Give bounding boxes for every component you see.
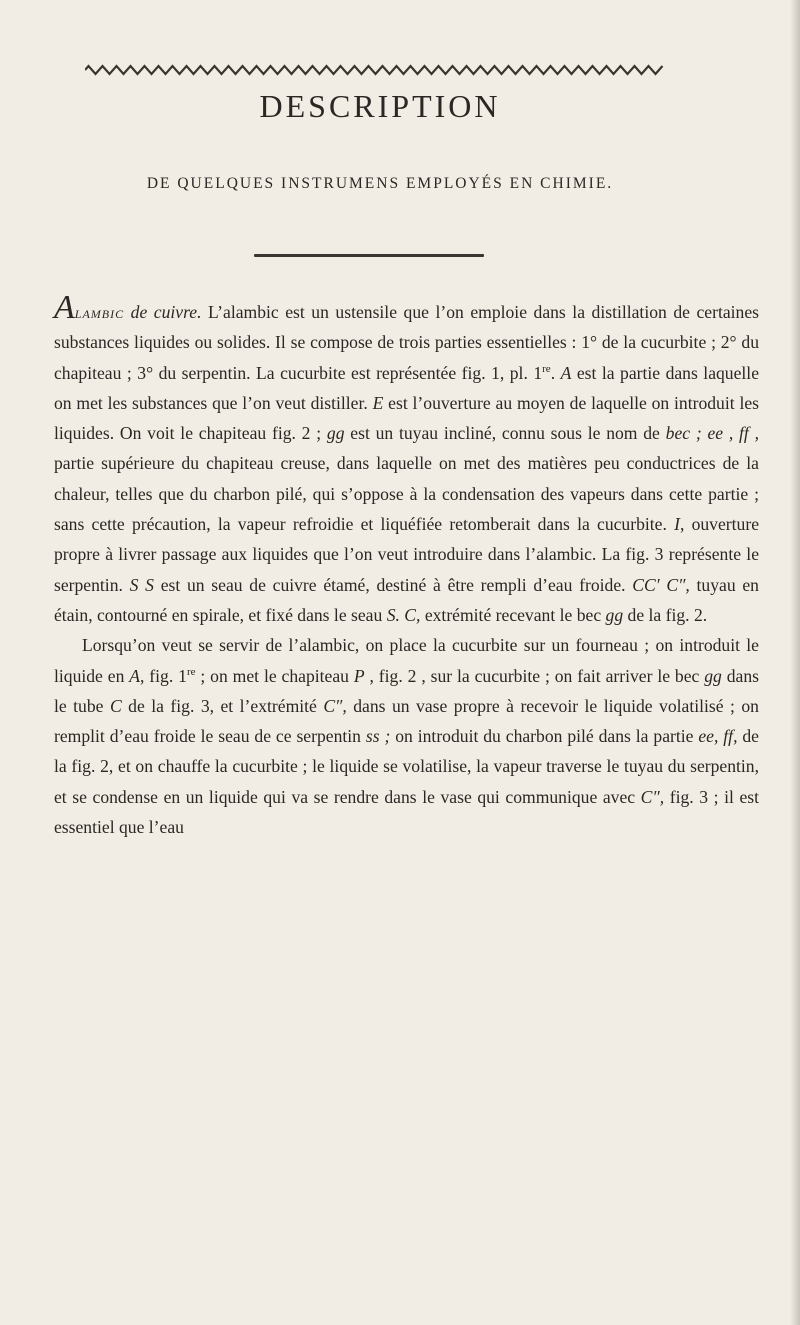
text-run: de la fig. 3, et l’extrémité bbox=[121, 695, 324, 716]
figure-mark: C bbox=[109, 695, 122, 716]
text-run: est l’ouverture au moyen de laquelle on introduit les liquides. On voit le chapiteau fig. 2 ; bbox=[54, 392, 759, 444]
text-run: , fig. 2 , sur la cucurbite ; on fait arriver le bec bbox=[364, 665, 705, 686]
figure-mark: gg bbox=[605, 604, 624, 625]
text-run: L’alambic est un ustensile que l’on emploie dans la distillation de certaines substances liquides ou solides. Il se compose de trois parties essentielles : 1° de la cucurbite ; 2° du chapiteau ; 3° du serpentin. La cucurbite est représentée fig. 1, pl. 1 bbox=[54, 302, 759, 383]
text-run: de la fig. 2. bbox=[623, 604, 708, 625]
superscript: re bbox=[542, 362, 551, 375]
text-run: partie supérieure du chapiteau creuse, dans laquelle on met des matières peu conductrices de la chaleur, telles que du charbon pilé, qui s’oppose à la condensation des vapeurs dans cette partie ; sans cette précaution, la vapeur refroidie et liquéfiée retomberait dans la cucurbite. bbox=[54, 453, 759, 535]
text-run: de la fig. 2, et on chauffe la cucurbite ; le liquide se volatilise, la vapeur traverse le tuyau du serpentin, et se condense en un liquide qui va se rendre dans le vase qui communique avec bbox=[54, 726, 759, 807]
figure-mark: I bbox=[674, 514, 680, 535]
text-run: , ouverture propre à livrer passage aux liquides que l’on veut introduire dans l’alambic. La fig. 3 représente le serpentin. bbox=[54, 514, 760, 595]
lead-letter: A bbox=[54, 289, 75, 326]
text-run: est un seau de cuivre étamé, destiné à être rempli d’eau froide. bbox=[153, 574, 633, 595]
figure-mark: S S bbox=[129, 574, 154, 595]
page-title: DESCRIPTION bbox=[259, 88, 501, 124]
text-run: , fig. 1 bbox=[140, 665, 187, 686]
figure-mark: ee, ff, bbox=[698, 726, 738, 747]
lead-word: lambic bbox=[74, 302, 125, 322]
figure-mark: ss ; bbox=[365, 726, 391, 747]
text-run: dans un vase propre à recevoir le liquide volatilisé ; on remplit d’eau froide le seau de ce serpentin bbox=[54, 695, 759, 747]
figure-mark: CC′ C″, bbox=[632, 574, 690, 595]
text-run: extrémité recevant le bec bbox=[420, 604, 606, 625]
article-body bbox=[54, 289, 760, 842]
superscript: re bbox=[186, 665, 196, 678]
figure-mark: P bbox=[353, 665, 365, 686]
figure-mark: A bbox=[560, 362, 572, 383]
text-run: est la partie dans laquelle on met les substances que l’on veut distiller. bbox=[54, 362, 759, 413]
text-run: . bbox=[550, 362, 561, 383]
figure-mark: E bbox=[372, 392, 384, 413]
ornamental-border bbox=[85, 62, 665, 78]
figure-mark: S. C, bbox=[386, 604, 421, 625]
page-edge-shadow bbox=[790, 0, 800, 1325]
figure-mark: bec ; ee , ff , bbox=[665, 423, 759, 444]
figure-mark: gg bbox=[704, 665, 722, 686]
text-run: tuyau en étain, contourné en spirale, et fixé dans le seau bbox=[54, 574, 759, 625]
text-run: fig. 3 ; il est essentiel que l’eau bbox=[54, 786, 759, 838]
text-run: est un tuyau incliné, connu sous le nom de bbox=[344, 423, 666, 444]
lead-term: de cuivre. bbox=[130, 302, 202, 322]
figure-mark: C″, bbox=[640, 786, 665, 807]
paragraph-alambic bbox=[54, 289, 760, 630]
figure-mark: A bbox=[129, 665, 141, 686]
text-run: on introduit du charbon pilé dans la partie bbox=[390, 726, 699, 747]
figure-mark: gg bbox=[326, 423, 345, 444]
paragraph-usage bbox=[54, 630, 759, 842]
text-run: ; on met le chapiteau bbox=[195, 665, 354, 686]
figure-mark: C″, bbox=[323, 695, 347, 716]
title-rule bbox=[254, 254, 484, 257]
text-run: Lorsqu’on veut se servir de l’alambic, on place la cucurbite sur un fourneau ; on introduit le liquide en bbox=[54, 635, 759, 686]
text-run: dans le tube bbox=[54, 665, 759, 716]
page-subtitle: DE QUELQUES INSTRUMENS EMPLOYÉS EN CHIMIE. bbox=[146, 175, 614, 192]
